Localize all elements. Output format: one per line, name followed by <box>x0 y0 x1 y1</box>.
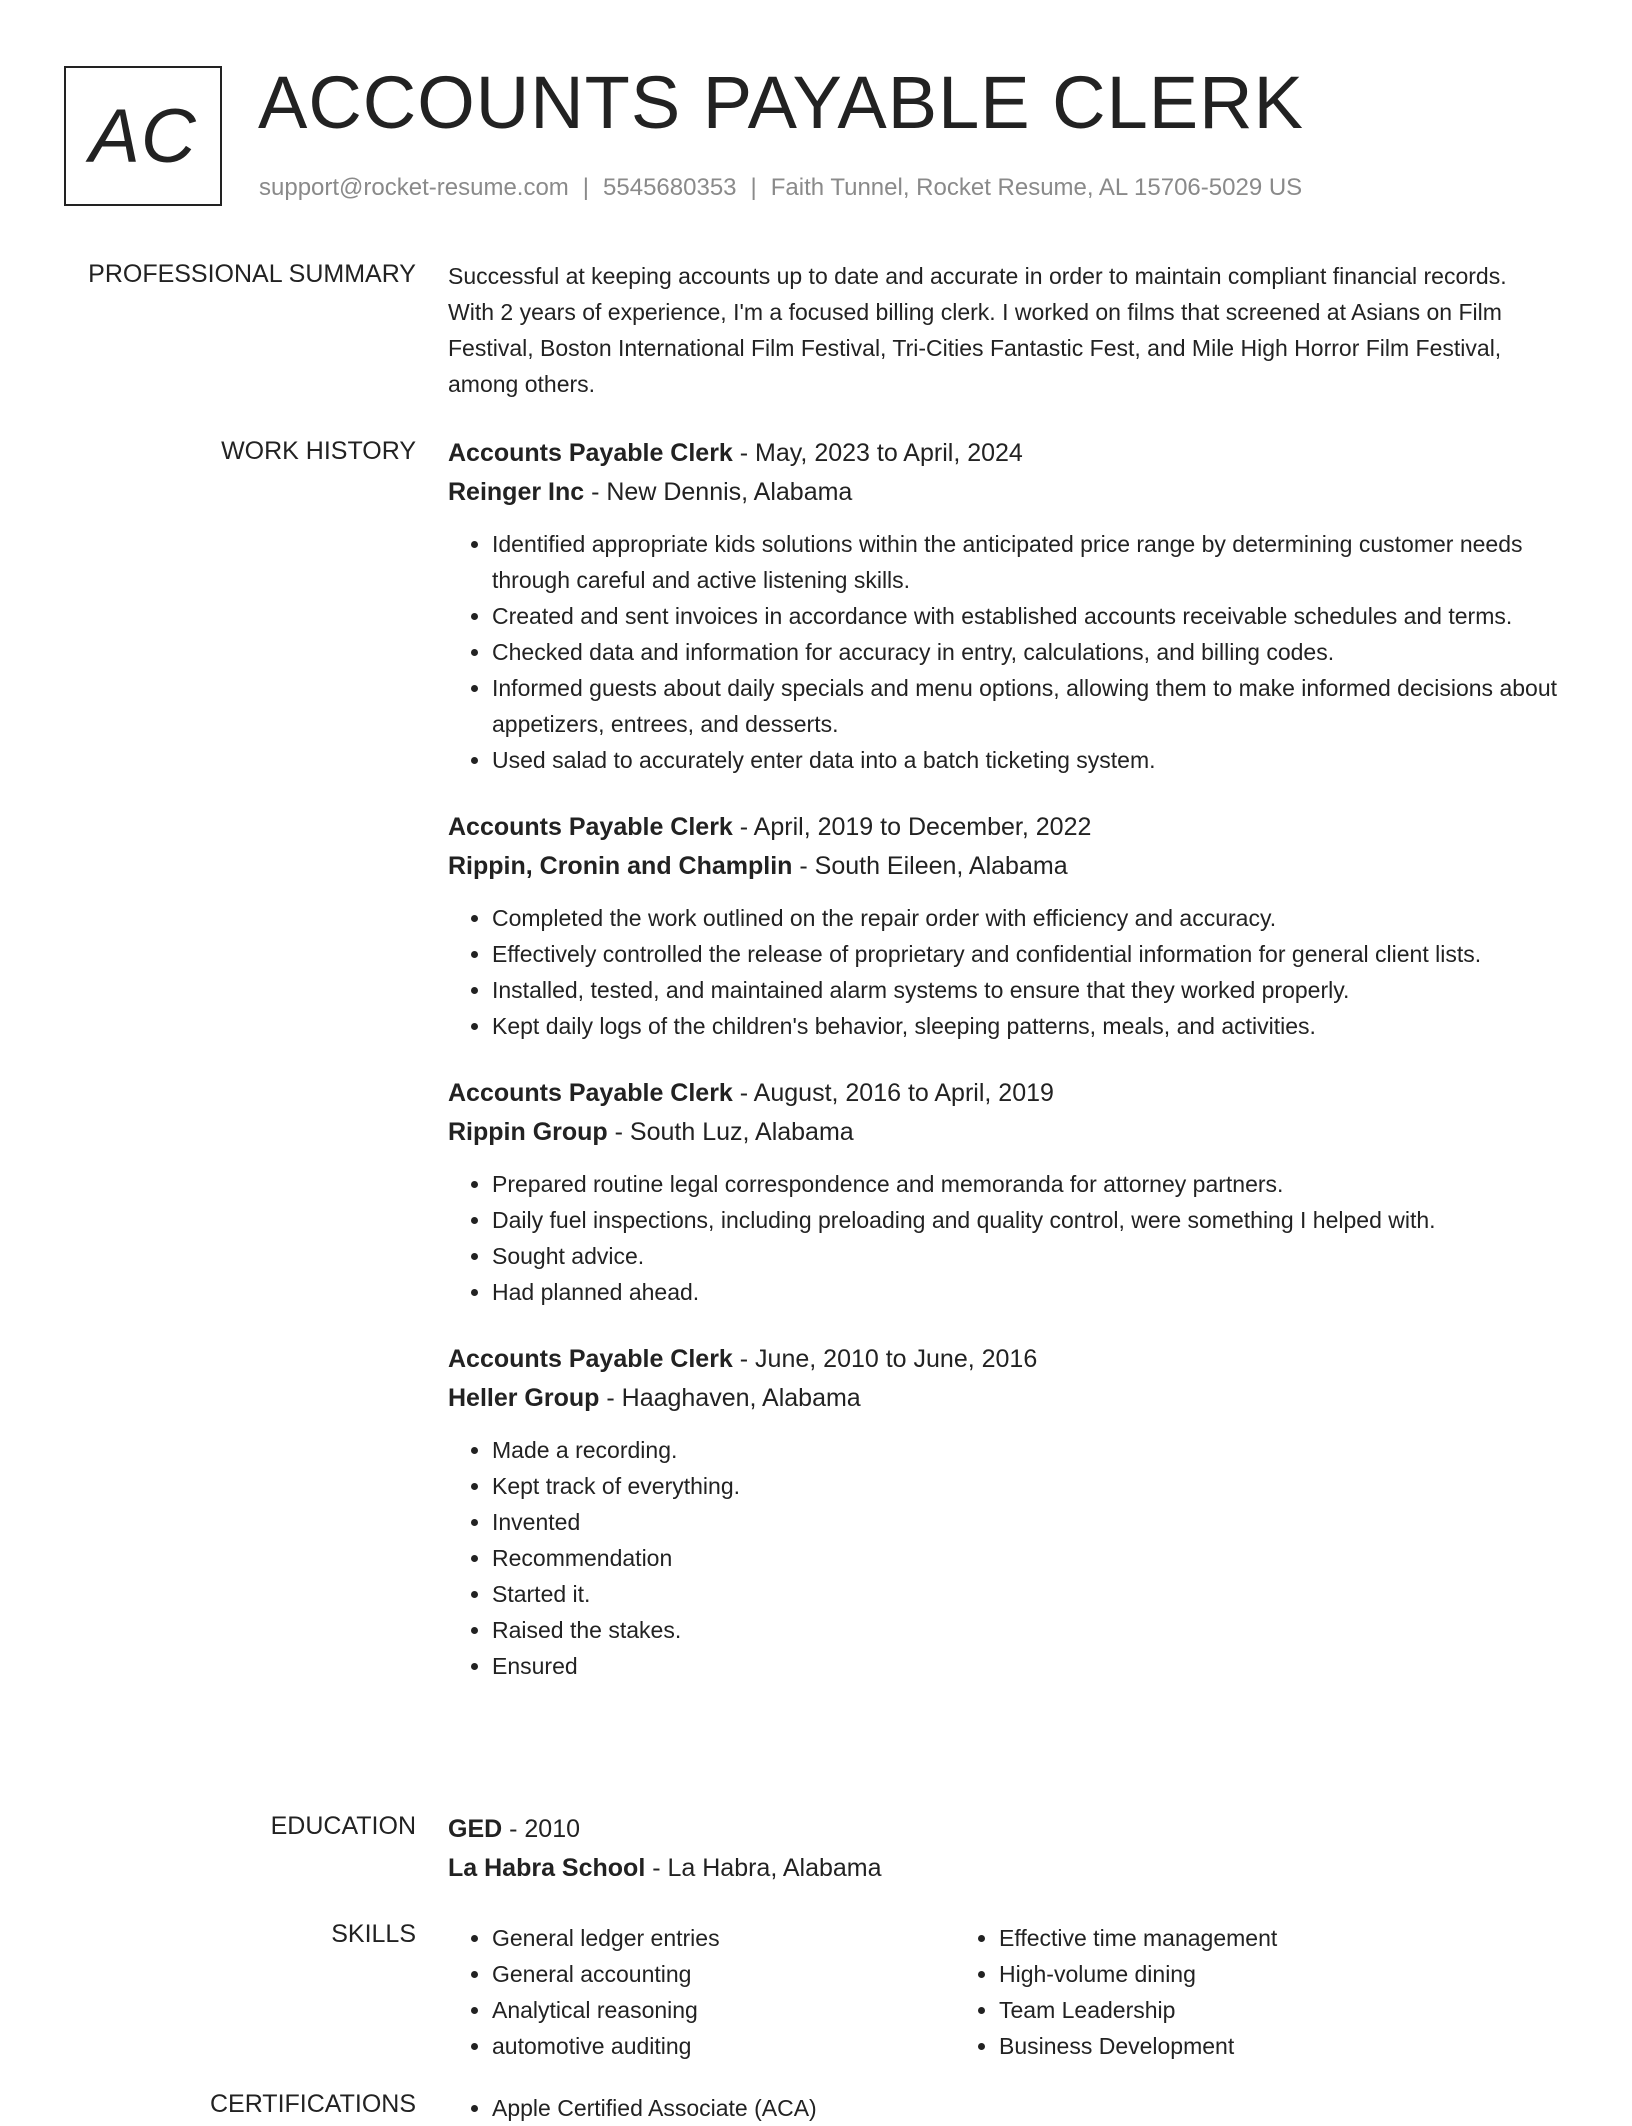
job-bullet: • Ensured <box>492 1648 1558 1684</box>
job-title-line <box>448 1074 1558 1113</box>
job-bullet-list <box>448 526 1558 778</box>
work-history-list <box>448 434 1558 1714</box>
certification-item: • Apple Certified Associate (ACA) <box>492 2090 1558 2126</box>
job-bullet-list <box>448 1166 1558 1310</box>
skills-columns <box>448 1920 1558 2064</box>
job-location: - South Eileen, Alabama <box>792 852 1068 880</box>
job-company-line <box>448 473 1558 512</box>
job-dates: - April, 2019 to December, 2022 <box>732 813 1092 841</box>
job-entry <box>448 434 1558 778</box>
job-entry <box>448 1340 1558 1684</box>
job-company: Reinger Inc <box>448 478 585 506</box>
job-bullet: • Completed the work outlined on the repair order with efficiency and accuracy. <box>492 900 1558 936</box>
job-location: - Haaghaven, Alabama <box>599 1384 861 1412</box>
job-bullet: • Created and sent invoices in accordance with established accounts receivable schedules and terms. <box>492 598 1558 634</box>
contact-phone: 5545680353 <box>603 174 737 201</box>
job-bullet: • Recommendation <box>492 1540 1558 1576</box>
summary-text: Successful at keeping accounts up to date and accurate in order to maintain compliant financial records. With 2 years of experience, I'm a focused billing clerk. I worked on films that screened at Asians on Film Festival, Boston International Film Festival, Tri-Cities Fantastic Fest, and Mile High Horror Film Festival, among others. <box>448 263 1507 397</box>
job-entry <box>448 808 1558 1044</box>
skill-item: • High-volume dining <box>999 1956 1462 1992</box>
job-bullet: • Invented <box>492 1504 1558 1540</box>
job-bullet: • Kept track of everything. <box>492 1468 1558 1504</box>
job-title: Accounts Payable Clerk <box>448 439 733 467</box>
job-company-line <box>448 1379 1558 1418</box>
education-school-line <box>448 1849 1558 1888</box>
section-label: SKILLS <box>331 1920 416 1948</box>
job-dates: - May, 2023 to April, 2024 <box>732 439 1023 467</box>
education-degree-line <box>448 1810 1558 1849</box>
skill-item: • Effective time management <box>999 1920 1462 1956</box>
job-company-line <box>448 847 1558 886</box>
job-title: Accounts Payable Clerk <box>448 813 733 841</box>
resume-header <box>64 61 1564 226</box>
section-label: CERTIFICATIONS <box>209 2090 416 2118</box>
certifications-list <box>448 2090 1558 2126</box>
job-title-line <box>448 1340 1558 1379</box>
job-bullet: • Informed guests about daily specials and menu options, allowing them to make informed decisions about appetizers, entrees, and desserts. <box>492 670 1558 742</box>
job-company: Rippin, Cronin and Champlin <box>448 852 793 880</box>
job-location: - South Luz, Alabama <box>607 1118 854 1146</box>
job-title-line <box>448 434 1558 473</box>
job-bullet: • Made a recording. <box>492 1432 1558 1468</box>
section-label: EDUCATION <box>270 1812 416 1840</box>
skill-item: • Team Leadership <box>999 1992 1462 2028</box>
contact-separator: | <box>750 174 757 201</box>
education-year: - 2010 <box>502 1815 581 1843</box>
contact-line <box>259 174 1302 202</box>
education-location: - La Habra, Alabama <box>645 1854 882 1882</box>
job-company: Heller Group <box>448 1384 600 1412</box>
skill-item: • Analytical reasoning <box>492 1992 955 2028</box>
monogram-badge: AC <box>64 66 222 206</box>
job-bullet: • Used salad to accurately enter data into a batch ticketing system. <box>492 742 1558 778</box>
job-bullet: • Identified appropriate kids solutions within the anticipated price range by determining customer needs through careful and active listening skills. <box>492 526 1558 598</box>
skills-list-left <box>448 1920 955 2064</box>
job-bullet: • Prepared routine legal correspondence and memoranda for attorney partners. <box>492 1166 1558 1202</box>
contact-address: Faith Tunnel, Rocket Resume, AL 15706-5029 US <box>770 174 1303 201</box>
job-bullet: • Checked data and information for accuracy in entry, calculations, and billing codes. <box>492 634 1558 670</box>
job-bullet: • Effectively controlled the release of proprietary and confidential information for general client lists. <box>492 936 1558 972</box>
section-label: WORK HISTORY <box>221 437 416 465</box>
job-bullet-list <box>448 1432 1558 1684</box>
section-label: PROFESSIONAL SUMMARY <box>88 260 416 288</box>
job-bullet: • Started it. <box>492 1576 1558 1612</box>
job-dates: - June, 2010 to June, 2016 <box>732 1345 1038 1373</box>
skill-item: • automotive auditing <box>492 2028 955 2064</box>
contact-separator: | <box>582 174 590 201</box>
job-title: Accounts Payable Clerk <box>448 1079 733 1107</box>
job-bullet: • Daily fuel inspections, including preloading and quality control, were something I helped with. <box>492 1202 1558 1238</box>
contact-email: support@rocket-resume.com <box>259 174 569 201</box>
job-location: - New Dennis, Alabama <box>584 478 853 506</box>
skill-item: • General ledger entries <box>492 1920 955 1956</box>
job-company-line <box>448 1113 1558 1152</box>
job-bullet: • Sought advice. <box>492 1238 1558 1274</box>
skills-list-right <box>955 1920 1462 2064</box>
job-entry <box>448 1074 1558 1310</box>
skill-item: • General accounting <box>492 1956 955 1992</box>
education-degree: GED <box>448 1815 503 1843</box>
job-title-line <box>448 808 1558 847</box>
skill-item: • Business Development <box>999 2028 1462 2064</box>
job-title: Accounts Payable Clerk <box>448 1345 733 1373</box>
job-bullet: • Kept daily logs of the children's behavior, sleeping patterns, meals, and activities. <box>492 1008 1558 1044</box>
job-company: Rippin Group <box>448 1118 608 1146</box>
job-bullet: • Had planned ahead. <box>492 1274 1558 1310</box>
job-bullet: • Raised the stakes. <box>492 1612 1558 1648</box>
job-bullet: • Installed, tested, and maintained alarm systems to ensure that they worked properly. <box>492 972 1558 1008</box>
job-bullet-list <box>448 900 1558 1044</box>
education-school: La Habra School <box>448 1854 646 1882</box>
job-title-heading: ACCOUNTS PAYABLE CLERK <box>258 61 1304 144</box>
job-dates: - August, 2016 to April, 2019 <box>732 1079 1054 1107</box>
